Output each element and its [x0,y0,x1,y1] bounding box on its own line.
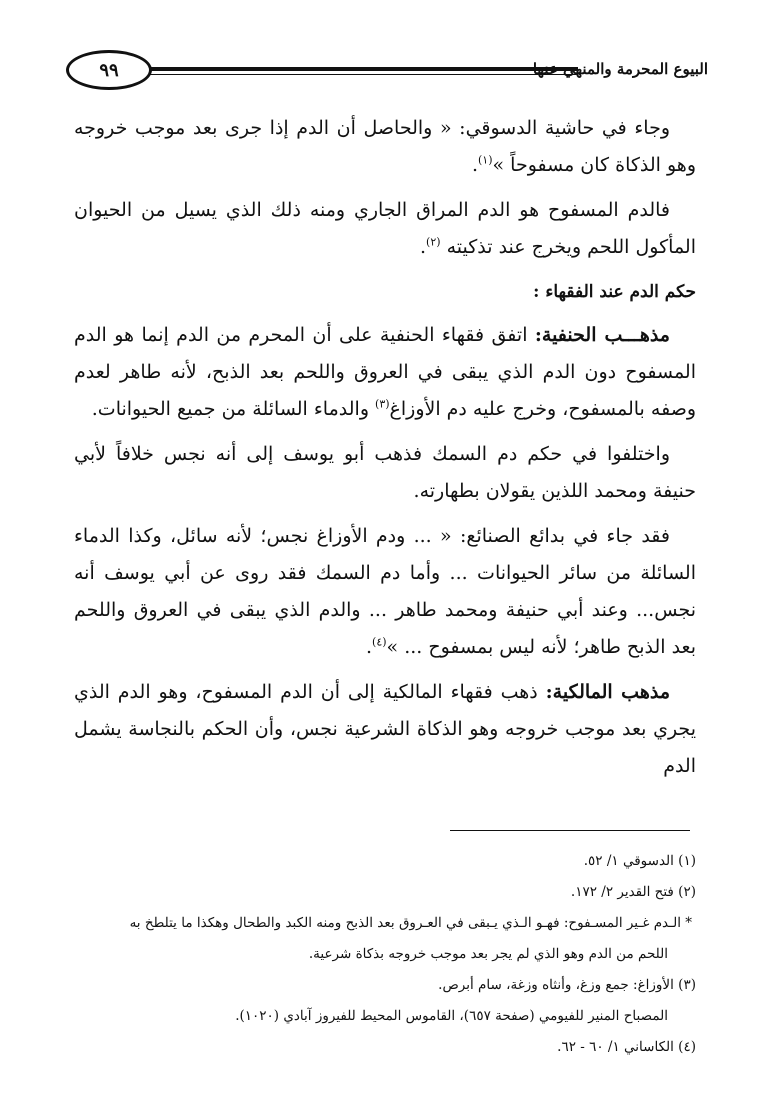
footnote-ref-4: (٤) [372,635,387,649]
header-rule-thick [136,67,578,71]
paragraph-maliki [74,674,696,785]
paragraph-2-end: . [419,236,427,258]
badai-quote-end: . [365,636,373,658]
section-heading: حكم الدم عند الفقهاء : [533,282,696,302]
paragraph-2 [74,192,696,266]
footnote-ref-2: (٢) [426,235,441,249]
main-text [74,110,696,793]
paragraph-1-end: . [471,154,478,176]
header-rule-thin [136,74,578,75]
footnote-1: (١) الدسوقي ١/ ٥٢. [583,853,696,869]
maliki-text: ذهب فقهاء المالكية إلى أن الدم المسفوح، وهو الدم الذي يجري بعد موجب خروجه وهو الذكاة الشرعية نجس، وأن الحكم بالنجاسة يشمل الدم [74,681,696,777]
footnote-note: * الـدم غـير المسـفوح: فهـو الـذي يـبقى في العـروق بعد الذبح ومنه الكبد والطحال وهكذا ما يتلطخ به [129,915,692,931]
footnote-4: (٤) الكاساني ١/ ٦٠ - ٦٢. [557,1039,696,1055]
badai-quote-text: فقد جاء في بدائع الصنائع: « ... ودم الأوزاغ نجس؛ لأنه سائل، وكذا الدماء السائلة من سائر الحيوانات ... وأما دم السمك فقد روى عن أبي يوسف أنه نجس... وعند أبي حنيفة ومحمد طاهر ... والدم الذي يبقى في العروق واللحم بعد الذبح طاهر؛ لأنه ليس بمسفوح ... » [74,525,696,658]
paragraph-1-text: وجاء في حاشية الدسوقي: « والحاصل أن الدم إذا جرى بعد موجب خروجه وهو الذكاة كان مسفوحاً » [74,117,696,176]
paragraph-1 [74,110,696,184]
paragraph-fish-blood: واختلفوا في حكم دم السمك فذهب أبو يوسف إلى أنه نجس خلافاً لأبي حنيفة ومحمد اللذين يقولان بطهارته. [74,443,696,502]
hanafi-text-b: والدماء السائلة من جميع الحيوانات. [91,398,376,420]
footnotes [74,846,696,1063]
paragraph-2-text: فالدم المسفوح هو الدم المراق الجاري ومنه ذلك الذي يسيل من الحيوان المأكول اللحم ويخرج عند تذكيته [74,199,696,258]
hanafi-lead: مذهـــب الحنفية: [534,324,670,346]
paragraph-hanafi [74,317,696,428]
footnote-3-sources: المصباح المنير للفيومي (صفحة ٦٥٧)، القاموس المحيط للفيروز آبادي (١٠٢٠). [235,1008,668,1024]
footnote-ref-1: (١) [477,153,493,167]
footnote-note-continued: اللحم من الدم وهو الذي لم يجر بعد موجب خروجه بذكاة شرعية. [308,946,668,962]
footnote-ref-3: (٣) [375,397,390,411]
page-header [66,50,708,90]
hanafi-text-a: اتفق فقهاء الحنفية على أن المحرم من الدم إنما هو الدم المسفوح دون الدم الذي يبقى في العروق واللحم بعد الذبح، لأنه طاهر لعدم وصفه بالمسفوح، وخرج عليه دم الأوزاغ [74,324,696,420]
footnote-3: (٣) الأوزاغ: جمع وزغ، وأنثاه وزغة، سام أبرص. [438,977,696,993]
page-number: ٩٩ [66,50,152,90]
footnote-separator [450,830,690,831]
running-title: البيوع المحرمة والمنهي عنها [532,60,708,78]
maliki-lead: مذهب المالكية: [545,681,670,703]
paragraph-badai-quote [74,518,696,666]
footnote-2: (٢) فتح القدير ٢/ ١٧٢. [570,884,696,900]
